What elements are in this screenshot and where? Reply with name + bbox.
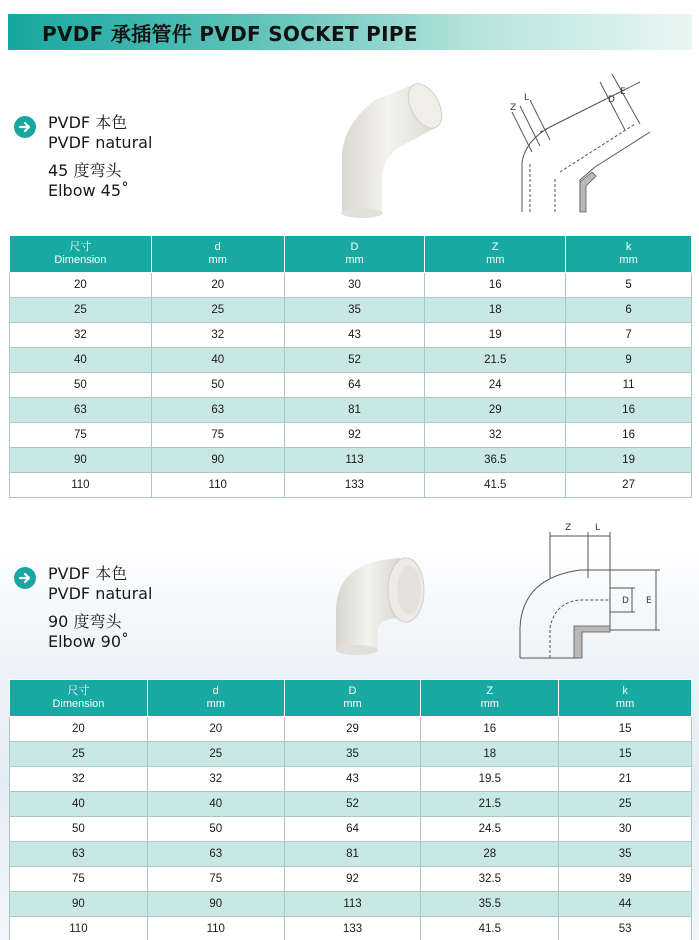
table-cell: 20 — [147, 717, 284, 742]
table-cell: 40 — [151, 348, 284, 373]
table-cell: 50 — [147, 817, 284, 842]
table-cell: 28 — [421, 842, 559, 867]
table-cell: 40 — [10, 348, 152, 373]
table-row — [10, 767, 692, 792]
table-cell: 27 — [566, 473, 692, 498]
table-row — [10, 398, 692, 423]
table-cell: 110 — [147, 917, 284, 940]
table-cell: 64 — [284, 817, 421, 842]
table-row — [10, 423, 692, 448]
column-header: d mm — [147, 680, 284, 717]
table-cell: 43 — [284, 323, 425, 348]
table-cell: 44 — [559, 892, 692, 917]
table-cell: 25 — [559, 792, 692, 817]
drawing-label-l: L — [595, 523, 601, 533]
table-cell: 6 — [566, 298, 692, 323]
table-cell: 32 — [10, 767, 148, 792]
column-header: 尺寸 Dimension — [10, 680, 148, 717]
table-cell: 30 — [284, 273, 425, 298]
column-header: d mm — [151, 236, 284, 273]
drawing-label-l: L — [524, 93, 530, 103]
table-cell: 90 — [10, 892, 148, 917]
table-cell: 19 — [425, 323, 566, 348]
table-cell: 40 — [147, 792, 284, 817]
table-row — [10, 867, 692, 892]
table-cell: 32.5 — [421, 867, 559, 892]
table-cell: 29 — [284, 717, 421, 742]
table-header-row — [10, 680, 692, 717]
product-en: Elbow 90˚ — [48, 632, 130, 651]
table-cell: 15 — [559, 742, 692, 767]
table-cell: 18 — [421, 742, 559, 767]
spec-table-90 — [9, 679, 692, 940]
table-cell: 75 — [10, 867, 148, 892]
table-row — [10, 892, 692, 917]
table-row — [10, 817, 692, 842]
table-row — [10, 448, 692, 473]
table-cell: 32 — [425, 423, 566, 448]
table-cell: 63 — [147, 842, 284, 867]
table-cell: 19 — [566, 448, 692, 473]
table-cell: 29 — [425, 398, 566, 423]
table-cell: 5 — [566, 273, 692, 298]
table-row — [10, 473, 692, 498]
table-cell: 52 — [284, 348, 425, 373]
table-row — [10, 842, 692, 867]
table-cell: 15 — [559, 717, 692, 742]
table-cell: 7 — [566, 323, 692, 348]
table-row — [10, 348, 692, 373]
table-cell: 19.5 — [421, 767, 559, 792]
table-cell: 35.5 — [421, 892, 559, 917]
table-cell: 41.5 — [421, 917, 559, 940]
elbow-90-photo — [330, 548, 440, 658]
table-cell: 24.5 — [421, 817, 559, 842]
table-cell: 50 — [10, 373, 152, 398]
table-cell: 90 — [10, 448, 152, 473]
table-cell: 63 — [151, 398, 284, 423]
table-cell: 41.5 — [425, 473, 566, 498]
table-cell: 133 — [284, 917, 421, 940]
table-cell: 25 — [147, 742, 284, 767]
table-cell: 53 — [559, 917, 692, 940]
table-cell: 36.5 — [425, 448, 566, 473]
table-cell: 35 — [559, 842, 692, 867]
material-cn: PVDF 本色 — [48, 113, 128, 132]
column-header: k mm — [566, 236, 692, 273]
table-cell: 25 — [10, 298, 152, 323]
table-cell: 81 — [284, 842, 421, 867]
table-cell: 50 — [151, 373, 284, 398]
table-cell: 32 — [10, 323, 152, 348]
table-cell: 81 — [284, 398, 425, 423]
drawing-label-e: E — [646, 596, 652, 606]
table-cell: 90 — [151, 448, 284, 473]
table-cell: 16 — [421, 717, 559, 742]
table-cell: 113 — [284, 892, 421, 917]
header-banner — [8, 14, 692, 50]
column-header: k mm — [559, 680, 692, 717]
material-cn: PVDF 本色 — [48, 564, 128, 583]
table-cell: 11 — [566, 373, 692, 398]
table-row — [10, 323, 692, 348]
table-cell: 21.5 — [425, 348, 566, 373]
product-cn: 45 度弯头 — [48, 161, 122, 180]
arrow-right-icon — [14, 567, 36, 589]
table-cell: 75 — [151, 423, 284, 448]
table-cell: 92 — [284, 423, 425, 448]
table-cell: 92 — [284, 867, 421, 892]
drawing-label-e: E — [620, 87, 626, 97]
product-cn: 90 度弯头 — [48, 612, 122, 631]
product-en: Elbow 45˚ — [48, 181, 130, 200]
column-header: D mm — [284, 680, 421, 717]
table-cell: 32 — [147, 767, 284, 792]
table-row — [10, 917, 692, 940]
table-cell: 35 — [284, 742, 421, 767]
column-header: D mm — [284, 236, 425, 273]
drawing-label-d: D — [622, 596, 629, 606]
table-cell: 75 — [147, 867, 284, 892]
table-row — [10, 792, 692, 817]
table-cell: 20 — [10, 273, 152, 298]
table-cell: 32 — [151, 323, 284, 348]
arrow-right-icon — [14, 116, 36, 138]
material-en: PVDF natural — [48, 584, 153, 603]
table-cell: 16 — [425, 273, 566, 298]
table-cell: 25 — [151, 298, 284, 323]
table-cell: 35 — [284, 298, 425, 323]
table-cell: 16 — [566, 423, 692, 448]
table-cell: 9 — [566, 348, 692, 373]
drawing-label-d: D — [608, 95, 615, 105]
table-cell: 63 — [10, 842, 148, 867]
column-header: 尺寸 Dimension — [10, 236, 152, 273]
column-header: Z mm — [425, 236, 566, 273]
table-cell: 110 — [10, 473, 152, 498]
table-cell: 18 — [425, 298, 566, 323]
table-cell: 63 — [10, 398, 152, 423]
table-cell: 16 — [566, 398, 692, 423]
table-cell: 21 — [559, 767, 692, 792]
table-cell: 39 — [559, 867, 692, 892]
table-cell: 21.5 — [421, 792, 559, 817]
table-cell: 50 — [10, 817, 148, 842]
material-en: PVDF natural — [48, 133, 153, 152]
table-header-row — [10, 236, 692, 273]
table-row — [10, 298, 692, 323]
table-cell: 20 — [10, 717, 148, 742]
table-row — [10, 717, 692, 742]
drawing-label-z: Z — [510, 103, 517, 113]
table-cell: 90 — [147, 892, 284, 917]
table-cell: 110 — [10, 917, 148, 940]
table-cell: 40 — [10, 792, 148, 817]
table-cell: 43 — [284, 767, 421, 792]
elbow-90-drawing — [510, 518, 670, 664]
table-row — [10, 273, 692, 298]
table-cell: 110 — [151, 473, 284, 498]
table-row — [10, 742, 692, 767]
column-header: Z mm — [421, 680, 559, 717]
spec-table-45 — [9, 235, 692, 498]
elbow-45-drawing — [500, 72, 660, 222]
table-cell: 64 — [284, 373, 425, 398]
table-cell: 113 — [284, 448, 425, 473]
table-cell: 20 — [151, 273, 284, 298]
table-cell: 30 — [559, 817, 692, 842]
drawing-label-z: Z — [565, 523, 572, 533]
table-cell: 24 — [425, 373, 566, 398]
table-cell: 52 — [284, 792, 421, 817]
table-cell: 25 — [10, 742, 148, 767]
page-title: PVDF 承插管件 PVDF SOCKET PIPE — [42, 21, 418, 46]
table-cell: 75 — [10, 423, 152, 448]
elbow-45-photo — [320, 78, 450, 218]
table-row — [10, 373, 692, 398]
table-cell: 133 — [284, 473, 425, 498]
